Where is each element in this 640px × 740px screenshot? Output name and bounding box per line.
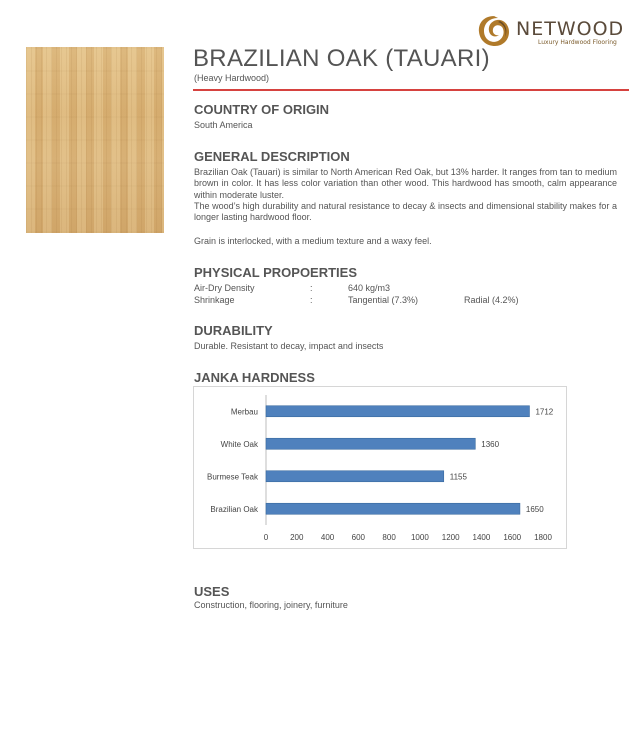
description-paragraph-3: Grain is interlocked, with a medium texture and a waxy feel. xyxy=(194,236,432,246)
janka-heading: JANKA HARDNESS xyxy=(194,370,315,385)
category-label: White Oak xyxy=(220,439,258,449)
uses-heading: USES xyxy=(194,584,230,599)
origin-text: South America xyxy=(194,120,253,130)
x-tick-label: 200 xyxy=(290,533,304,542)
brand-tagline: Luxury Hardwood Flooring xyxy=(538,39,617,46)
property-value-secondary: Radial (4.2%) xyxy=(464,295,519,305)
bar xyxy=(266,471,444,482)
property-value: Tangential (7.3%) xyxy=(348,295,419,305)
physical-heading: PHYSICAL PROPOERTIES xyxy=(194,265,358,280)
property-separator: : xyxy=(310,295,313,305)
janka-chart xyxy=(193,386,567,549)
title-divider xyxy=(193,89,629,91)
property-separator: : xyxy=(310,283,313,293)
origin-heading: COUNTRY OF ORIGIN xyxy=(194,102,330,117)
data-label: 1360 xyxy=(481,439,500,449)
property-label: Shrinkage xyxy=(194,295,235,305)
x-tick-label: 1800 xyxy=(534,533,552,542)
wood-sample-image xyxy=(26,47,164,233)
property-value: 640 kg/m3 xyxy=(348,283,391,293)
durability-heading: DURABILITY xyxy=(194,323,273,338)
x-tick-label: 1000 xyxy=(410,533,429,542)
janka-chart-svg xyxy=(194,387,566,548)
category-label: Burmese Teak xyxy=(207,472,258,482)
page-title: BRAZILIAN OAK (TAUARI) xyxy=(193,45,490,72)
x-tick-label: 1600 xyxy=(503,533,522,542)
data-label: 1712 xyxy=(535,407,554,417)
x-tick-label: 1200 xyxy=(441,533,460,542)
data-label: 1155 xyxy=(449,472,467,482)
description-paragraph-1: Brazilian Oak (Tauari) is similar to North American Red Oak, but 13% harder. It ranges from tan to medium brown in color. It has less color variation than other wood. This hardwood has smooth, calm appearance within moderate luster. xyxy=(194,167,617,200)
description-heading: GENERAL DESCRIPTION xyxy=(194,149,350,164)
durability-text: Durable. Resistant to decay, impact and insects xyxy=(194,341,384,351)
netwood-logo xyxy=(476,14,626,48)
brand-name: NETWOOD xyxy=(516,18,625,40)
bar xyxy=(266,438,475,449)
bar xyxy=(266,406,529,417)
x-tick-label: 600 xyxy=(351,533,366,542)
data-label: 1650 xyxy=(525,504,544,514)
uses-text: Construction, flooring, joinery, furniture xyxy=(194,600,348,610)
category-label: Merbau xyxy=(230,407,258,417)
description-paragraph-2: The wood’s high durability and natural resistance to decay & insects and dimensional stability makes for a longer lasting hardwood floor. xyxy=(194,201,617,223)
x-tick-label: 1400 xyxy=(472,533,491,542)
x-tick-label: 0 xyxy=(263,533,269,542)
category-label: Brazilian Oak xyxy=(210,504,258,514)
page-subtitle: (Heavy Hardwood) xyxy=(194,73,270,83)
x-tick-label: 400 xyxy=(320,533,335,542)
bar xyxy=(266,503,520,514)
x-tick-label: 800 xyxy=(382,533,396,542)
property-label: Air-Dry Density xyxy=(194,283,255,293)
netwood-logo-icon xyxy=(476,14,512,48)
